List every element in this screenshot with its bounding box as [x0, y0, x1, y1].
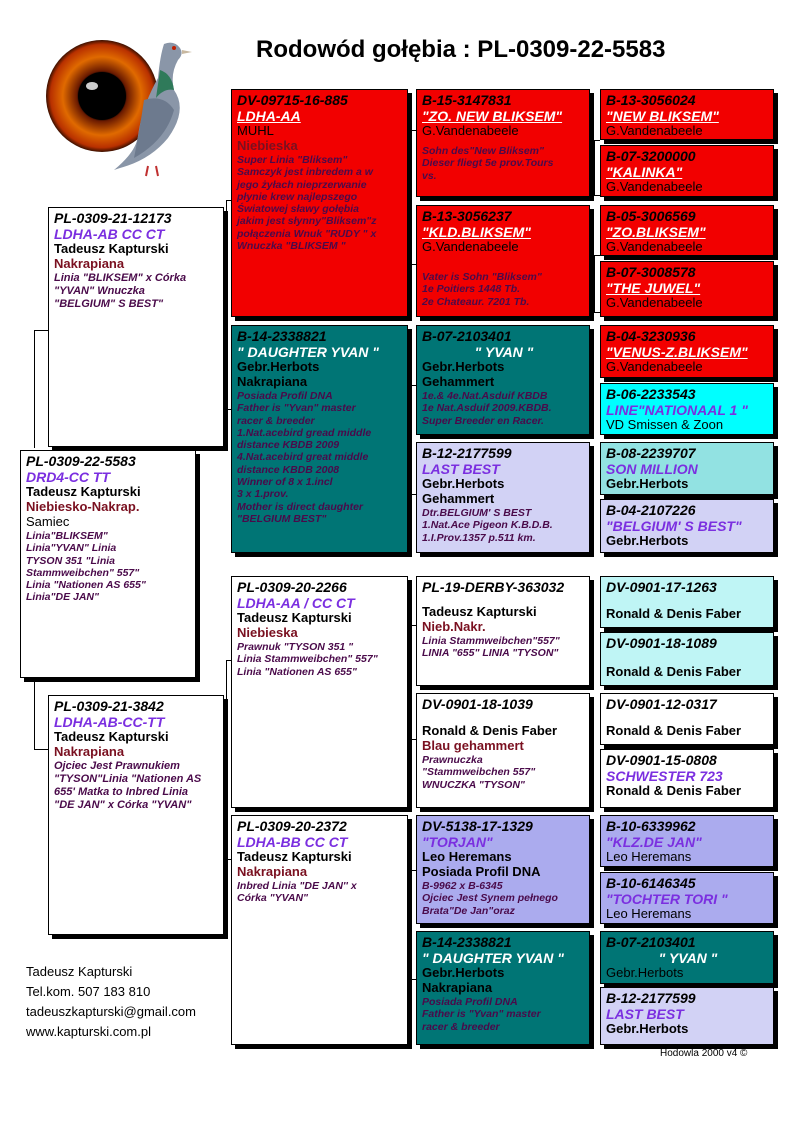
father-mother-card [231, 325, 408, 553]
breeder-website[interactable]: www.kapturski.com.pl [26, 1024, 151, 1039]
owner: G.Vandenabeele [422, 123, 519, 139]
pigeon-color: Niebieska [237, 625, 298, 641]
pigeon-color: Nakrapiana [54, 256, 125, 272]
ring-number: B-14-2338821 [237, 328, 327, 344]
genetic-code: "ZO.BLIKSEM" [606, 224, 706, 241]
genetic-code: "KLD.BLIKSEM" [422, 224, 531, 241]
genetic-code: LINE"NATIONAAL 1 " [606, 402, 748, 419]
genetic-code: "ZO. NEW BLIKSEM" [422, 108, 563, 125]
gg-grandparent-card [600, 632, 774, 686]
ring-number: B-07-3008578 [606, 264, 696, 280]
pigeon-color: Nakrapiana [54, 744, 125, 760]
ring-number: B-04-2107226 [606, 502, 696, 518]
pigeon-eye-logo [44, 30, 204, 180]
genetic-code: "BELGIUM' S BEST" [606, 518, 742, 535]
owner: Gebr.Herbots [606, 965, 684, 981]
notes: Linia"BLIKSEM" Linia"YVAN" Linia TYSON 351 "Linia Stammweibchen" 557" Linia "Nationen AS 655" Linia"DE JAN" [26, 530, 146, 604]
genetic-code: "KLZ.DE JAN" [606, 834, 702, 851]
great-grandparent-card [416, 325, 590, 435]
ring-number: DV-0901-17-1263 [606, 579, 717, 595]
genetic-code: " YVAN " [474, 344, 534, 361]
owner: Tadeusz Kapturski [237, 849, 352, 865]
genetic-code: LAST BEST [422, 461, 500, 478]
notes: Linia "BLIKSEM" x Córka "YVAN" Wnuczka "BELGIUM" S BEST" [54, 272, 187, 310]
ring-number: DV-0901-12-0317 [606, 696, 717, 712]
genetic-code: "VENUS-Z.BLIKSEM" [606, 344, 748, 361]
ring-number: PL-0309-20-2372 [237, 818, 347, 834]
connector-line [34, 680, 48, 750]
owner: Tadeusz Kapturski [422, 604, 537, 620]
great-grandparent-card [416, 205, 590, 317]
notes: Super Linia "Bliksem" Samczyk jest inbredem a w jego żyłach nieprzerwanie płynie krew najlepszego Światowej sławy gołębia jakim jest słynny"Bliksem"z połączenia Wnuk "RUDY " x Wnuczka "BLIKSEM " [237, 154, 377, 253]
ring-number: B-13-3056237 [422, 208, 512, 224]
owner: Gebr.Herbots [606, 476, 689, 492]
owner: Leo Heremans [606, 849, 692, 865]
owner: G.Vandenabeele [606, 295, 703, 311]
genetic-code: " DAUGHTER YVAN " [422, 950, 564, 967]
genetic-code: "NEW BLIKSEM" [606, 108, 719, 125]
notes: Ojciec Jest Prawnukiem "TYSON"Linia "Nationen AS 655' Matka to Inbred Linia "DE JAN" x Córka "YVAN" [54, 760, 202, 811]
owner: G.Vandenabeele [606, 359, 703, 375]
ring-number: DV-0901-15-0808 [606, 752, 717, 768]
owner: Leo Heremans [606, 906, 692, 922]
owner: Gebr.Herbots [237, 359, 320, 375]
pigeon-color: Gehammert [422, 374, 495, 390]
notes: Sohn des"New Bliksem" Dieser fliegt 5e prov.Tours vs. [422, 145, 554, 182]
genetic-code: "KALINKA" [606, 164, 683, 181]
ring-number: B-08-2239707 [606, 445, 696, 461]
ring-number: B-15-3147831 [422, 92, 512, 108]
gg-grandparent-card [600, 205, 774, 256]
gg-grandparent-card [600, 576, 774, 628]
genetic-code: DRD4-CC TT [26, 469, 110, 486]
notes: Posiada Profil DNA Father is "Yvan" master racer & breeder 1.Nat.acebird gread middle distance KBDB 2009 4.Nat.acebird great middle distance KBDB 2008 Winner of 8 x 1.incl 3 x 1.prov. Mother is direct daughter "BELGIUM BEST" [237, 390, 372, 525]
notes: Inbred Linia "DE JAN'' x Córka "YVAN" [237, 880, 357, 905]
gg-grandparent-card [600, 383, 774, 435]
genetic-code: SCHWESTER 723 [606, 768, 723, 785]
ring-number: B-04-3230936 [606, 328, 696, 344]
mother-card [48, 695, 224, 935]
mother-father-card [231, 576, 408, 808]
ring-number: PL-0309-20-2266 [237, 579, 347, 595]
father-card [48, 207, 224, 447]
owner: Tadeusz Kapturski [26, 484, 141, 500]
owner: VD Smissen & Zoon [606, 417, 724, 433]
genetic-code: LAST BEST [606, 1006, 684, 1023]
ring-number: B-05-3006569 [606, 208, 696, 224]
notes: Prawnuk "TYSON 351 " Linia Stammweibchen" 557" Linia "Nationen AS 655" [237, 641, 378, 678]
ring-number: B-12-2177599 [606, 990, 696, 1006]
ring-number: B-07-2103401 [606, 934, 696, 950]
owner: Tadeusz Kapturski [54, 729, 169, 745]
pigeon-color: Niebieska [237, 138, 298, 154]
connector-line [34, 330, 48, 448]
owner: Ronald & Denis Faber [606, 783, 742, 799]
ring-number: B-07-3200000 [606, 148, 696, 164]
gg-grandparent-card [600, 261, 774, 317]
ring-number: B-14-2338821 [422, 934, 512, 950]
pigeon-color: Posiada Profil DNA [422, 864, 541, 880]
great-grandparent-card [416, 815, 590, 924]
genetic-code: "TOCHTER TORI " [606, 891, 728, 908]
gg-grandparent-card [600, 872, 774, 924]
breeder-phone: Tel.kom. 507 183 810 [26, 984, 151, 999]
notes: Linia Stammweibchen"557" LINIA "655" LINIA "TYSON" [422, 634, 560, 660]
pigeon-color: Niebiesko-Nakrap. [26, 499, 140, 515]
owner: Gebr.Herbots [606, 533, 689, 549]
gg-grandparent-card [600, 442, 774, 495]
software-version: Hodowla 2000 v4 © [660, 1048, 748, 1059]
notes: Posiada Profil DNA Father is "Yvan" master racer & breeder [422, 996, 541, 1033]
owner: Ronald & Denis Faber [606, 723, 742, 739]
gg-grandparent-card [600, 987, 774, 1045]
pigeon-color: Nakrapiana [237, 864, 308, 880]
ring-number: PL-0309-21-3842 [54, 698, 164, 714]
genetic-code: " YVAN " [658, 950, 718, 967]
genetic-code: SON MILLION [606, 461, 698, 478]
gg-grandparent-card [600, 325, 774, 378]
genetic-code: "TORJAN" [422, 834, 493, 851]
gg-grandparent-card [600, 89, 774, 140]
great-grandparent-card [416, 576, 590, 686]
owner: Gebr.Herbots [422, 476, 505, 492]
great-grandparent-card [416, 931, 590, 1045]
breeder-email[interactable]: tadeuszkapturski@gmail.com [26, 1004, 196, 1019]
pigeon-color: Nakrapiana [237, 374, 308, 390]
owner: Gebr.Herbots [422, 965, 505, 981]
genetic-code: LDHA-BB CC CT [237, 834, 348, 851]
great-grandparent-card [416, 442, 590, 553]
owner: G.Vandenabeele [606, 179, 703, 195]
ring-number: PL-19-DERBY-363032 [422, 579, 565, 595]
ring-number: B-10-6339962 [606, 818, 696, 834]
notes: 1e.& 4e.Nat.Asduif KBDB 1e Nat.Asduif 2009.KBDB. Super Breeder en Racer. [422, 390, 552, 427]
ring-number: B-10-6146345 [606, 875, 696, 891]
notes: Dtr.BELGIUM' S BEST 1.Nat.Ace Pigeon K.B.D.B. 1.I.Prov.1357 p.511 km. [422, 507, 553, 544]
owner: G.Vandenabeele [422, 239, 519, 255]
gg-grandparent-card [600, 693, 774, 745]
gg-grandparent-card [600, 499, 774, 553]
notes: B-9962 x B-6345 Ojciec Jest Synem pełnego Brata"De Jan"oraz [422, 880, 558, 917]
gg-grandparent-card [600, 145, 774, 197]
father-father-card [231, 89, 408, 317]
pigeon-sex: Samiec [26, 514, 70, 530]
owner: G.Vandenabeele [606, 123, 703, 139]
great-grandparent-card [416, 89, 590, 197]
breeder-contact [26, 962, 196, 1042]
owner: Gebr.Herbots [422, 359, 505, 375]
genetic-code: LDHA-AA / CC CT [237, 595, 355, 612]
owner: Ronald & Denis Faber [422, 723, 558, 739]
ring-number: B-13-3056024 [606, 92, 696, 108]
pigeon-color: Blau gehammert [422, 738, 524, 754]
ring-number: B-12-2177599 [422, 445, 512, 461]
owner: Leo Heremans [422, 849, 512, 865]
ring-number: B-06-2233543 [606, 386, 696, 402]
owner: MUHL [237, 123, 274, 139]
subject-pigeon-card [20, 450, 196, 678]
owner: Tadeusz Kapturski [237, 610, 352, 626]
gg-grandparent-card [600, 749, 774, 808]
gg-grandparent-card [600, 931, 774, 984]
great-grandparent-card [416, 693, 590, 808]
owner: Tadeusz Kapturski [54, 241, 169, 257]
notes: Prawnuczka "Stammweibchen 557" WNUCZKA "TYSON" [422, 753, 536, 791]
owner: Ronald & Denis Faber [606, 664, 742, 680]
ring-number: DV-0901-18-1039 [422, 696, 533, 712]
ring-number: B-07-2103401 [422, 328, 512, 344]
pigeon-color: Nakrapiana [422, 980, 493, 996]
ring-number: PL-0309-22-5583 [26, 453, 136, 469]
genetic-code: "THE JUWEL" [606, 280, 701, 297]
genetic-code: LDHA-AA [237, 108, 301, 125]
ring-number: DV-0901-18-1089 [606, 635, 717, 651]
owner: Ronald & Denis Faber [606, 606, 742, 622]
gg-grandparent-card [600, 815, 774, 867]
owner: G.Vandenabeele [606, 239, 703, 255]
ring-number: DV-5138-17-1329 [422, 818, 533, 834]
ring-number: DV-09715-16-885 [237, 92, 348, 108]
pigeon-color: Nieb.Nakr. [422, 619, 486, 635]
genetic-code: LDHA-AB CC CT [54, 226, 165, 243]
genetic-code: LDHA-AB-CC-TT [54, 714, 165, 731]
notes: Vater is Sohn "Bliksem" 1e Poitiers 1448 Tb. 2e Chateaur. 7201 Tb. [422, 271, 542, 308]
mother-mother-card [231, 815, 408, 1045]
page-title: Rodowód gołębia : PL-0309-22-5583 [256, 36, 666, 63]
genetic-code: " DAUGHTER YVAN " [237, 344, 379, 361]
breeder-name: Tadeusz Kapturski [26, 964, 133, 979]
pigeon-color: Gehammert [422, 491, 495, 507]
ring-number: PL-0309-21-12173 [54, 210, 172, 226]
owner: Gebr.Herbots [606, 1021, 689, 1037]
